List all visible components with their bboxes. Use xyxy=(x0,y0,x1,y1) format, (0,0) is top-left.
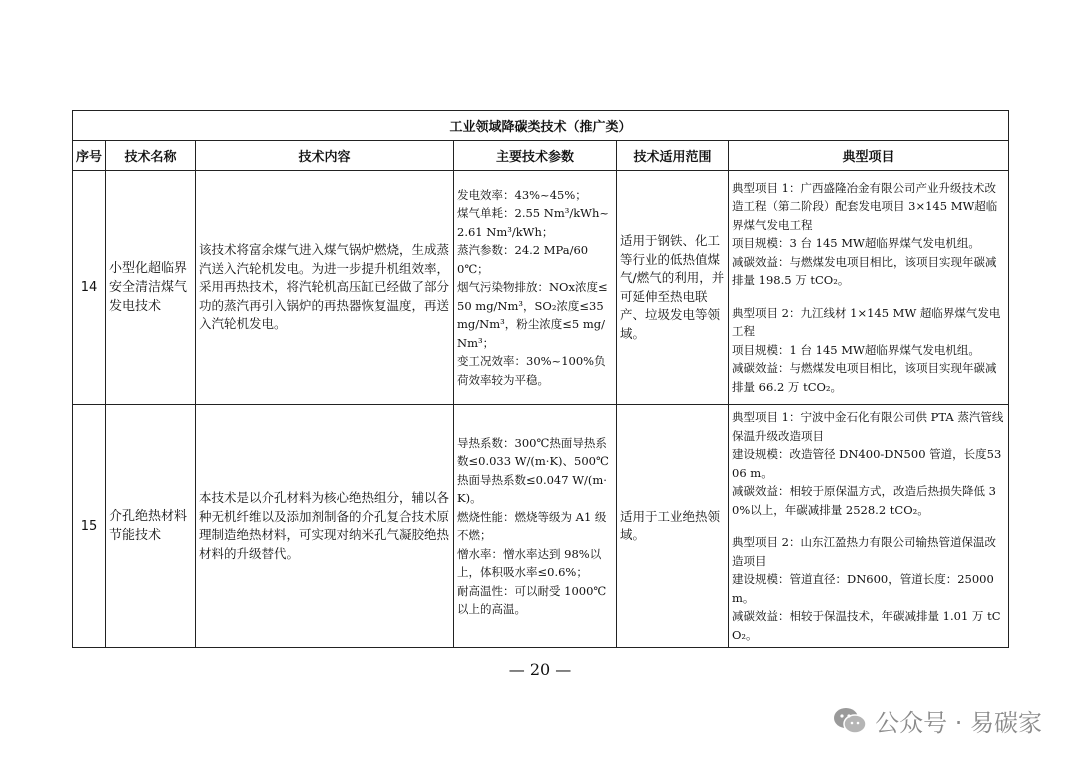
tech-name: 小型化超临界安全清洁煤气发电技术 xyxy=(106,171,196,405)
project-block xyxy=(732,179,1005,290)
project-block xyxy=(732,304,1005,397)
tech-content: 本技术是以介孔材料为核心绝热组分，辅以各种无机纤维以及添加剂制备的介孔复合技术原理制造绝热材料，可实现对纳米孔气凝胶绝热材料的升级替代。 xyxy=(196,405,454,648)
header-scope: 技术适用范围 xyxy=(617,141,729,171)
param-line: 蒸汽参数：24.2 MPa/600℃； xyxy=(457,243,589,276)
header-content: 技术内容 xyxy=(196,141,454,171)
project-line: 项目规模：1 台 145 MW超临界煤气发电机组。 xyxy=(732,342,980,357)
row-number: 14 xyxy=(73,171,106,405)
project-line: 减碳效益：相较于保温技术，年碳减排量 1.01 万 tCO₂。 xyxy=(732,609,1001,642)
param-line: 导热系数：300℃热面导热系数≤0.033 W/(m·K)、500℃热面导热系数≤0.047 W/(m·K)。 xyxy=(457,435,609,505)
watermark-text: 公众号 · 易碳家 xyxy=(875,709,1042,737)
project-line: 建设规模：改造管径 DN400-DN500 管道，长度5306 m。 xyxy=(732,447,1002,480)
param-line: 发电效率：43%~45%； xyxy=(457,187,587,202)
row-number: 15 xyxy=(73,405,106,648)
page-number: — 20 — xyxy=(508,660,572,679)
project-line: 项目规模：3 台 145 MW超临界煤气发电机组。 xyxy=(732,236,980,251)
project-line: 减碳效益：与燃煤发电项目相比，该项目实现年碳减排量 198.5 万 tCO₂。 xyxy=(732,254,997,288)
tech-params xyxy=(454,171,617,405)
param-line: 变工况效率：30%~100%负荷效率较为平稳。 xyxy=(457,354,606,387)
typical-projects xyxy=(729,171,1009,405)
header-no: 序号 xyxy=(73,141,106,171)
tech-content: 该技术将富余煤气进入煤气锅炉燃烧，生成蒸汽送入汽轮机发电。为进一步提升机组效率，采用再热技术，将汽轮机高压缸已经做了部分功的蒸汽再引入锅炉的再热器恢复温度，再送入汽轮机发电。 xyxy=(196,171,454,405)
param-line: 燃烧性能：燃烧等级为 A1 级不燃； xyxy=(457,509,607,542)
project-block xyxy=(732,408,1005,519)
param-line: 烟气污染物排放：NOx浓度≤50 mg/Nm³，SO₂浓度≤35 mg/Nm³，粉尘浓度≤5 mg/Nm³； xyxy=(457,280,608,350)
project-line: 典型项目 2：九江线材 1×145 MW 超临界煤气发电工程 xyxy=(732,305,1001,339)
project-line: 减碳效益：相较于原保温方式，改造后热损失降低 30%以上，年碳减排量 2528.2 tCO₂。 xyxy=(732,484,996,517)
table-title: 工业领域降碳类技术（推广类） xyxy=(73,111,1009,141)
project-line: 典型项目 1：广西盛隆冶金有限公司产业升级技术改造工程（第二阶段）配套发电项目 3×145 MW超临界煤气发电工程 xyxy=(732,180,998,232)
param-line: 煤气单耗：2.55 Nm³/kWh~2.61 Nm³/kWh； xyxy=(457,206,610,239)
wechat-icon xyxy=(833,707,867,735)
tech-name: 介孔绝热材料节能技术 xyxy=(106,405,196,648)
param-line: 憎水率：憎水率达到 98%以上，体积吸水率≤0.6%； xyxy=(457,546,602,579)
header-name: 技术名称 xyxy=(106,141,196,171)
project-line: 典型项目 2：山东江盈热力有限公司输热管道保温改造项目 xyxy=(732,535,996,568)
project-line: 典型项目 1：宁波中金石化有限公司供 PTA 蒸汽管线保温升级改造项目 xyxy=(732,410,1004,443)
header-params: 主要技术参数 xyxy=(454,141,617,171)
tech-params xyxy=(454,405,617,648)
tech-scope: 适用于工业绝热领域。 xyxy=(617,405,729,648)
header-projects: 典型项目 xyxy=(729,141,1009,171)
param-line: 耐高温性：可以耐受 1000℃以上的高温。 xyxy=(457,583,607,616)
typical-projects xyxy=(729,405,1009,648)
watermark xyxy=(833,703,1042,738)
tech-table xyxy=(72,110,1009,648)
project-line: 减碳效益：与燃煤发电项目相比，该项目实现年碳减排量 66.2 万 tCO₂。 xyxy=(732,361,997,394)
project-line: 建设规模：管道直径：DN600，管道长度：25000 m。 xyxy=(732,572,994,605)
table-row xyxy=(73,171,1009,405)
tech-scope: 适用于钢铁、化工等行业的低热值煤气/燃气的利用，并可延伸至热电联产、垃圾发电等领域。 xyxy=(617,171,729,405)
project-block xyxy=(732,533,1005,644)
table-row xyxy=(73,405,1009,648)
